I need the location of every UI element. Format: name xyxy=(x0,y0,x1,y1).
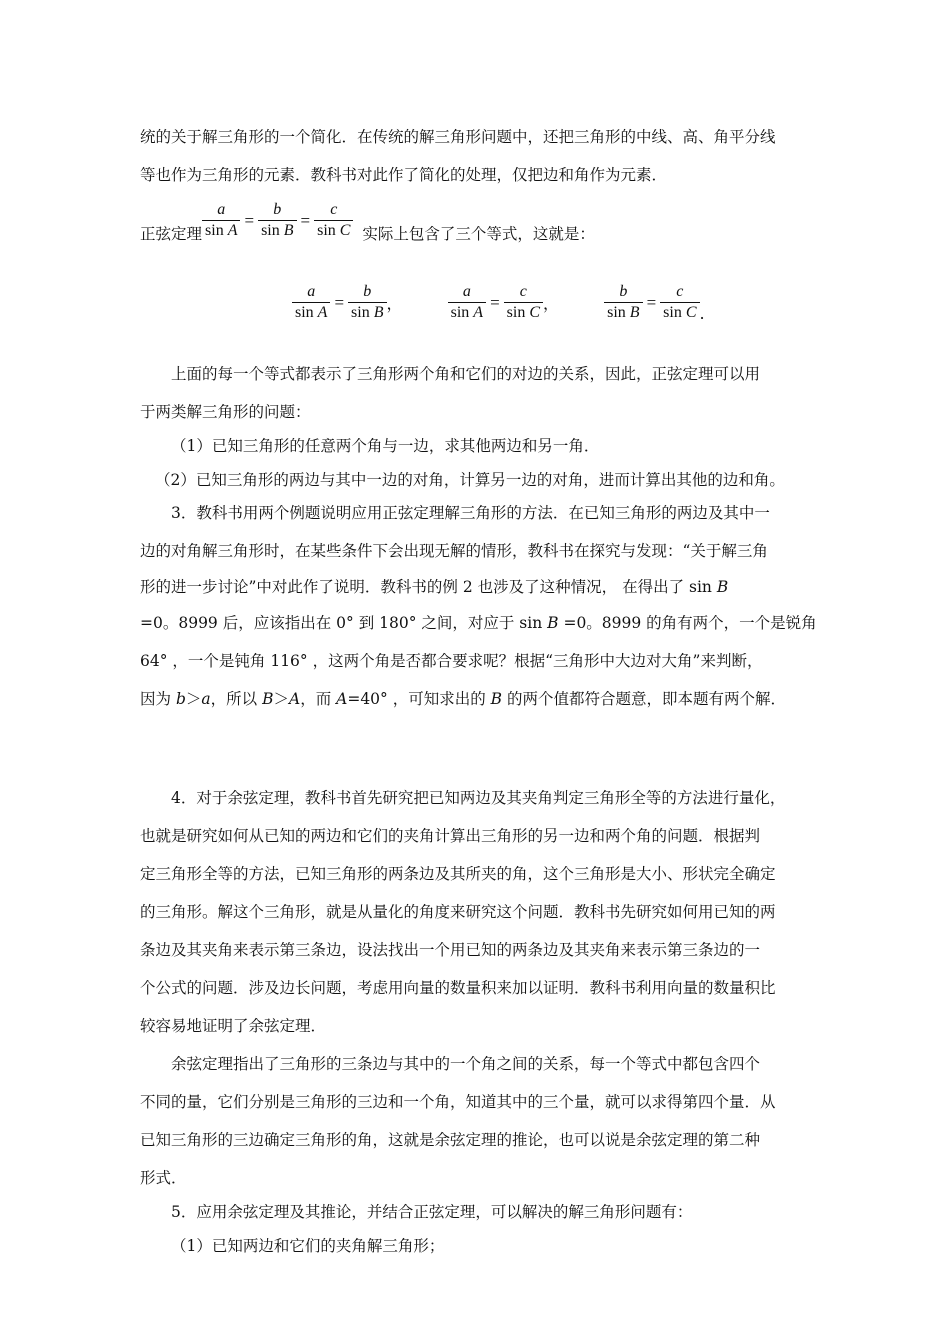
text-line: 条边及其夹角来表示第三条边，设法找出一个用已知的两条边及其夹角来表示第三条边的一 xyxy=(140,941,761,959)
fraction: $\frac{a}{\text{sin A}}$ xyxy=(202,200,240,241)
equality-ab: $\frac{a}{\text{sin A}}$ = $\frac{b}{\text{sin B}}$ ， xyxy=(292,282,403,323)
text-line: 3．教科书用两个例题说明应用正弦定理解三角形的方法．在已知三角形的两边及其中一 xyxy=(171,504,770,522)
sine-law-equalities xyxy=(292,282,705,323)
list-item: （1）已知两边和它们的夹角解三角形； xyxy=(171,1237,445,1255)
text-line: =0。8999 后，应该指出在 0° 到 180° 之间，对应于 sin B =0。8999 的角有两个，一个是锐角 xyxy=(140,614,817,632)
text-line: 等也作为三角形的元素．教科书对此作了简化的处理，仅把边和角作为元素． xyxy=(140,166,668,184)
text-line: 于两类解三角形的问题： xyxy=(140,403,311,421)
text-line: 个公式的问题．涉及边长问题，考虑用向量的数量积来加以证明．教科书利用向量的数量积比 xyxy=(140,979,776,997)
sine-law-suffix: 实际上包含了三个等式，这就是： xyxy=(362,224,595,243)
text-line: 上面的每一个等式都表示了三角形两个角和它们的对边的关系，因此，正弦定理可以用 xyxy=(171,365,761,383)
sine-law-prefix: 正弦定理 xyxy=(140,224,203,243)
text-line: 因为 b＞a，所以 B＞A，而 A=40° ，可知求出的 B 的两个值都符合题意，即本题有两个解． xyxy=(140,690,786,708)
text-line: 不同的量，它们分别是三角形的三边和一个角，知道其中的三个量，就可以求得第四个量．从 xyxy=(140,1093,776,1111)
sine-law-line: 正弦定理 $\frac{a}{\text{sin A}}$ = $\frac{b}{\text{sin B}}$ = $\frac{c}{\text{sin C}}$ 实际上包含了三个等式，这就是： xyxy=(140,201,595,243)
text-line: 定三角形全等的方法，已知三角形的两条边及其所夹的角，这个三角形是大小、形状完全确定 xyxy=(140,865,776,883)
text-line: 已知三角形的三边确定三角形的角，这就是余弦定理的推论，也可以说是余弦定理的第二种 xyxy=(140,1131,761,1149)
equality-bc: $\frac{b}{\text{sin B}}$ = $\frac{c}{\text{sin C}}$ . xyxy=(604,282,704,323)
text-line: 较容易地证明了余弦定理． xyxy=(140,1017,327,1035)
text-line: 边的对角解三角形时，在某些条件下会出现无解的情形，教科书在探究与发现：“关于解三角 xyxy=(140,542,768,560)
list-item: （2）已知三角形的两边与其中一边的对角，计算另一边的对角，进而计算出其他的边和角。 xyxy=(155,471,785,489)
text-line: 统的关于解三角形的一个简化．在传统的解三角形问题中，还把三角形的中线、高、角平分线 xyxy=(140,128,776,146)
text-line: 形式． xyxy=(140,1169,187,1187)
text-line: 的三角形。解这个三角形，就是从量化的角度来研究这个问题．教科书先研究如何用已知的两 xyxy=(140,903,776,921)
text-line: 形的进一步讨论”中对此作了说明．教科书的例 2 也涉及了这种情况， 在得出了 sin B xyxy=(140,578,729,596)
text-line: 5．应用余弦定理及其推论，并结合正弦定理，可以解决的解三角形问题有： xyxy=(171,1203,693,1221)
text-line: 也就是研究如何从已知的两边和它们的夹角计算出三角形的另一边和两个角的问题．根据判 xyxy=(140,827,761,845)
fraction: $\frac{c}{\text{sin C}}$ xyxy=(314,200,353,241)
text-line: 64° ，一个是钝角 116° ，这两个角是否都合要求呢？根据“三角形中大边对大角”来判断， xyxy=(140,652,763,670)
text-line: 余弦定理指出了三角形的三条边与其中的一个角之间的关系，每一个等式中都包含四个 xyxy=(171,1055,761,1073)
text-line: 4．对于余弦定理，教科书首先研究把已知两边及其夹角判定三角形全等的方法进行量化， xyxy=(171,789,786,807)
list-item: （1）已知三角形的任意两个角与一边，求其他两边和另一角． xyxy=(171,437,600,455)
equality-ac: $\frac{a}{\text{sin A}}$ = $\frac{c}{\text{sin C}}$ ， xyxy=(448,282,559,323)
fraction: $\frac{b}{\text{sin B}}$ xyxy=(258,200,296,241)
